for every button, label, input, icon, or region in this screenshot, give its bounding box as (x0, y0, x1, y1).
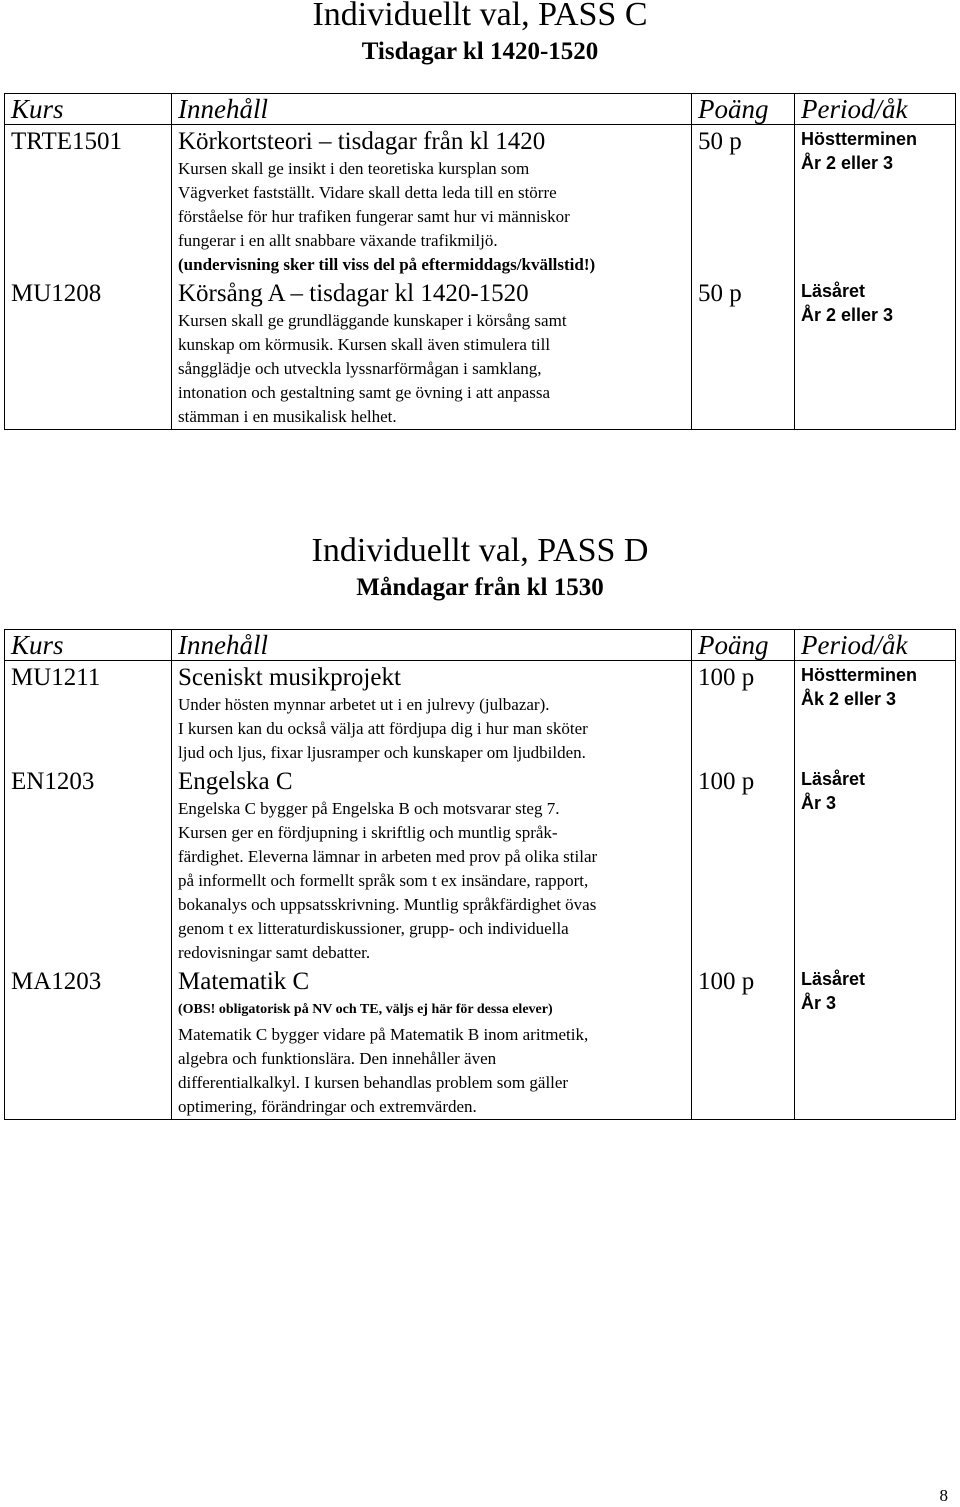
course-desc-line: genom t ex litteraturdiskussioner, grupp- och individuella (178, 919, 569, 938)
course-desc-line: färdighet. Eleverna lämnar in arbeten med prov på olika stilar (178, 847, 598, 866)
header-poang: Poäng (692, 94, 795, 125)
course-year: År 2 eller 3 (801, 153, 894, 173)
course-desc-line: I kursen kan du också välja att fördjupa dig i hur man sköter (178, 719, 588, 738)
course-code: MU1211 (11, 664, 101, 691)
pass-d-subtitle: Måndagar från kl 1530 (356, 574, 604, 601)
pass-c-table (4, 93, 956, 430)
course-title: Matematik C (178, 968, 310, 995)
course-desc-line: bokanalys och uppsatsskrivning. Muntlig språkfärdighet övas (178, 895, 597, 914)
pass-c-subtitle: Tisdagar kl 1420-1520 (361, 38, 599, 65)
course-title: Körsång A – tisdagar kl 1420-1520 (178, 280, 529, 307)
pass-d-table (4, 629, 956, 1120)
course-title: Engelska C (178, 768, 293, 795)
course-code: MU1208 (11, 280, 102, 307)
header-period: Period/åk (795, 630, 956, 661)
course-desc-line: algebra och funktionslära. Den innehåller även (178, 1049, 497, 1068)
course-period: Höstterminen (801, 665, 918, 685)
course-desc-line: förståelse för hur trafiken fungerar samt hur vi människor (178, 207, 570, 226)
course-code: EN1203 (11, 768, 95, 795)
course-desc-line: Vägverket fastställt. Vidare skall detta leda till en större (178, 183, 557, 202)
course-desc-line: Kursen skall ge insikt i den teoretiska kursplan som (178, 159, 530, 178)
course-desc-line: Under hösten mynnar arbetet ut i en julrevy (julbazar). (178, 695, 550, 714)
table-row (5, 277, 956, 430)
course-points: 100 p (698, 768, 755, 795)
course-points: 50 p (698, 280, 742, 307)
course-desc-line: sångglädje och utveckla lyssnarförmågan i samklang, (178, 359, 542, 378)
course-desc-line: ljud och ljus, fixar ljusramper och kunskaper om ljudbilden. (178, 743, 586, 762)
table-row (5, 125, 956, 278)
course-code: MA1203 (11, 968, 102, 995)
table-row (5, 765, 956, 965)
course-title: Körkortsteori – tisdagar från kl 1420 (178, 128, 546, 155)
course-desc-line: intonation och gestaltning samt ge övning i att anpassa (178, 383, 551, 402)
course-code: TRTE1501 (11, 128, 122, 155)
course-desc-line: Engelska C bygger på Engelska B och motsvarar steg 7. (178, 799, 560, 818)
course-points: 100 p (698, 968, 755, 995)
pass-d-title: Individuellt val, PASS D (311, 532, 649, 569)
course-period: Läsåret (801, 969, 866, 989)
header-innehall: Innehåll (172, 630, 692, 661)
header-innehall: Innehåll (172, 94, 692, 125)
course-desc-line: Kursen skall ge grundläggande kunskaper i körsång samt (178, 311, 567, 330)
course-points: 100 p (698, 664, 755, 691)
course-desc-line: redovisningar samt debatter. (178, 943, 371, 962)
table-header-row (5, 94, 956, 125)
course-title: Sceniskt musikprojekt (178, 664, 401, 691)
course-year: Åk 2 eller 3 (801, 689, 897, 709)
table-row (5, 661, 956, 766)
course-desc-line: optimering, förändringar och extremvärden. (178, 1097, 477, 1116)
header-period: Period/åk (795, 94, 956, 125)
course-period: Höstterminen (801, 129, 918, 149)
course-desc-line: kunskap om körmusik. Kursen skall även stimulera till (178, 335, 551, 354)
table-row (5, 965, 956, 1120)
course-note: (undervisning sker till viss del på eftermiddags/kvällstid!) (178, 255, 596, 274)
course-year: År 2 eller 3 (801, 305, 894, 325)
course-desc-line: Kursen ger en fördjupning i skriftlig och muntlig språk- (178, 823, 558, 842)
course-year: År 3 (801, 793, 837, 813)
course-note: (OBS! obligatorisk på NV och TE, väljs ej här för dessa elever) (178, 1002, 553, 1017)
course-points: 50 p (698, 128, 742, 155)
course-desc-line: differentialkalkyl. I kursen behandlas problem som gäller (178, 1073, 569, 1092)
header-kurs: Kurs (5, 630, 172, 661)
course-desc-line: på informellt och formellt språk som t ex insändare, rapport, (178, 871, 589, 890)
header-kurs: Kurs (5, 94, 172, 125)
course-desc-line: stämman i en musikalisk helhet. (178, 407, 397, 426)
course-desc-line: Matematik C bygger vidare på Matematik B inom aritmetik, (178, 1025, 589, 1044)
page-number: 8 (939, 1486, 948, 1505)
course-year: År 3 (801, 993, 837, 1013)
table-header-row (5, 630, 956, 661)
pass-c-title: Individuellt val, PASS C (312, 0, 648, 33)
course-period: Läsåret (801, 281, 866, 301)
course-period: Läsåret (801, 769, 866, 789)
header-poang: Poäng (692, 630, 795, 661)
course-desc-line: fungerar i en allt snabbare växande trafikmiljö. (178, 231, 498, 250)
